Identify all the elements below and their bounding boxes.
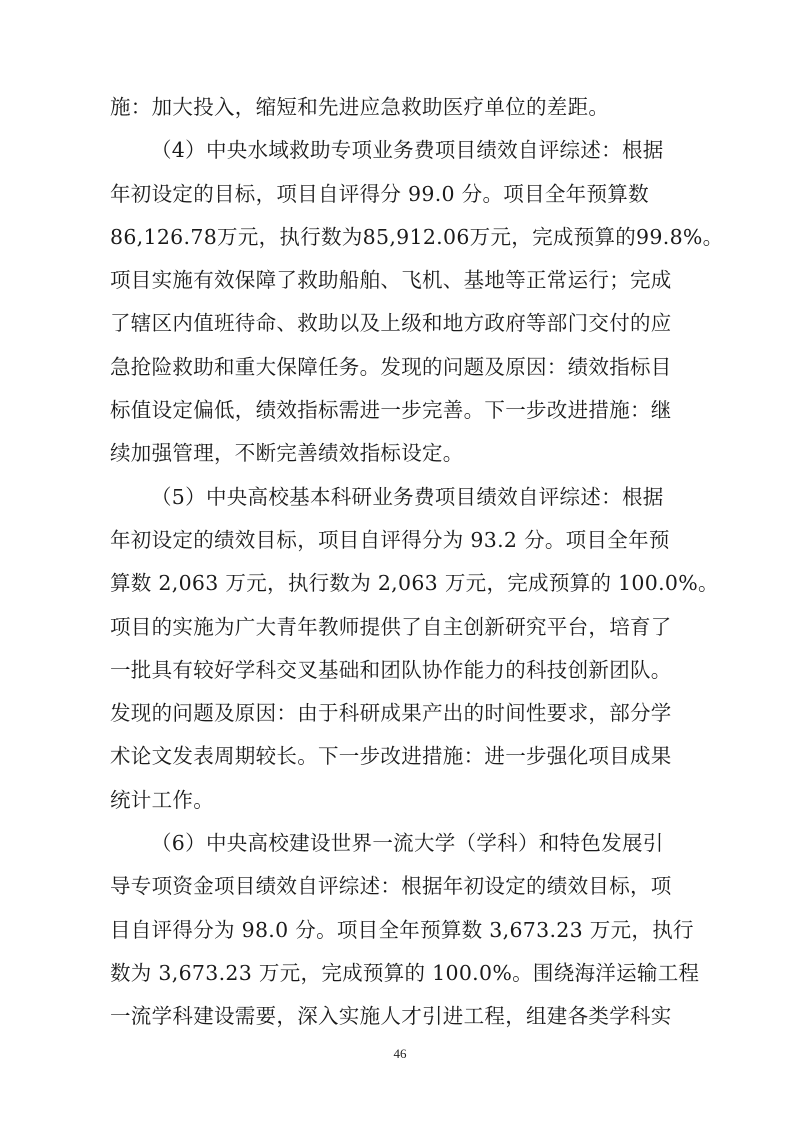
text-line: 导专项资金项目绩效自评综述：根据年初设定的绩效目标，项 xyxy=(110,874,672,899)
text-line: 项目实施有效保障了救助船舶、飞机、基地等正常运行；完成 xyxy=(110,268,672,293)
text-line: 年初设定的目标，项目自评得分 99.0 分。项目全年预算数 xyxy=(110,181,649,206)
text-line: 急抢险救助和重大保障任务。发现的问题及原因：绩效指标目 xyxy=(110,354,672,379)
text-line: 施：加大投入，缩短和先进应急救助医疗单位的差距。 xyxy=(110,95,610,119)
document-body xyxy=(110,86,724,1039)
text-line: 统计工作。 xyxy=(110,787,214,812)
text-line: 一流学科建设需要，深入实施人才引进工程，组建各类学科实 xyxy=(110,1004,672,1029)
text-line: 86,126.78万元，执行数为85,912.06万元，完成预算的99.8%。 xyxy=(110,224,724,249)
text-line: 一批具有较好学科交叉基础和团队协作能力的科技创新团队。 xyxy=(110,657,672,682)
text-line: 算数 2,063 万元，执行数为 2,063 万元，完成预算的 100.0%。 xyxy=(110,571,719,596)
text-line: 项目的实施为广大青年教师提供了自主创新研究平台，培育了 xyxy=(110,614,672,639)
text-line: 发现的问题及原因：由于科研成果产出的时间性要求，部分学 xyxy=(110,701,672,726)
text-line: 数为 3,673.23 万元，完成预算的 100.0%。围绕海洋运输工程 xyxy=(110,960,700,985)
paragraph-start-line: （4）中央水域救助专项业务费项目绩效自评综述：根据 xyxy=(151,138,664,163)
text-line: 年初设定的绩效目标，项目自评得分为 93.2 分。项目全年预 xyxy=(110,527,670,552)
text-line: 目自评得分为 98.0 分。项目全年预算数 3,673.23 万元，执行 xyxy=(110,917,694,942)
text-line: 了辖区内值班待命、救助以及上级和地方政府等部门交付的应 xyxy=(110,311,672,336)
text-line: 标值设定偏低，绩效指标需进一步完善。下一步改进措施：继 xyxy=(110,398,672,423)
paragraph-start-line: （5）中央高校基本科研业务费项目绩效自评综述：根据 xyxy=(151,484,664,509)
text-line: 术论文发表周期较长。下一步改进措施：进一步强化项目成果 xyxy=(110,744,672,769)
paragraph-start-line: （6）中央高校建设世界一流大学（学科）和特色发展引 xyxy=(151,831,664,856)
text-line: 续加强管理，不断完善绩效指标设定。 xyxy=(110,441,464,466)
page-number: 46 xyxy=(393,1046,407,1061)
